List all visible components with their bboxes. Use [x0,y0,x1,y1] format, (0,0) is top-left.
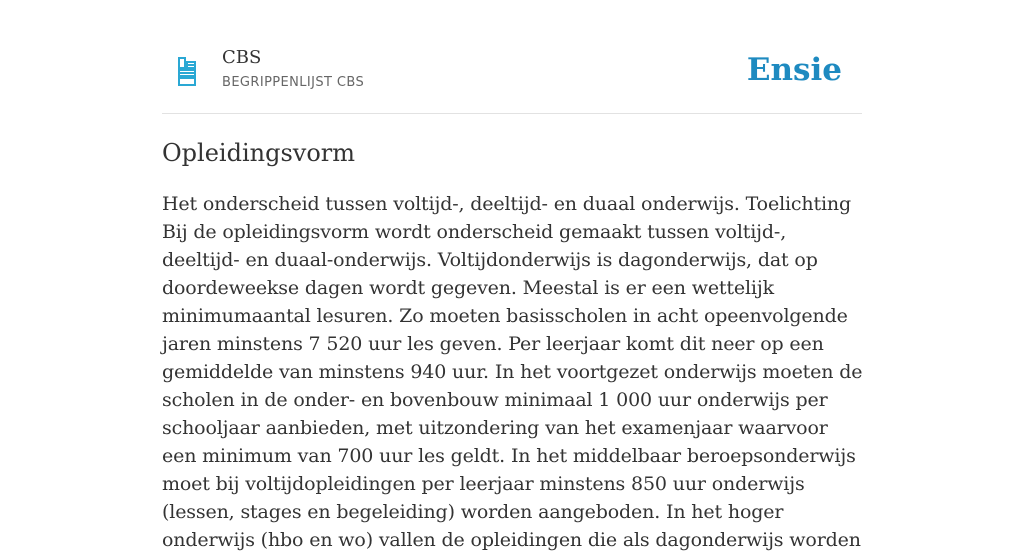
definition-card [162,0,863,551]
term-title: Opleidingsvorm [162,139,356,167]
cbs-logo-icon [176,56,198,88]
org-name[interactable]: CBS [222,47,262,68]
term-definition: Het onderscheid tussen voltijd-, deeltijd- en duaal onderwijs. Toelichting Bij de opleidingsvorm wordt onderscheid gemaakt tussen voltijd-, deeltijd- en duaal-onderwijs. Voltijdonderwijs is dagonderwijs, dat op doordeweekse dagen wordt gegeven. Meestal is er een wettelijk minimumaantal lesuren. Zo moeten basisscholen in acht opeenvolgende jaren minstens 7 520 uur les geven. Per leerjaar komt dit neer op een gemiddelde van minstens 940 uur. In het voortgezet onderwijs moeten de scholen in de onder- en bovenbouw minimaal 1 000 uur onderwijs per schooljaar aanbieden, met uitzondering van het examenjaar waarvoor een minimum van 700 uur les geldt. In het middelbaar beroepsonderwijs moet bij voltijdopleidingen per leerjaar minstens 850 uur onderwijs (lessen, stages en begeleiding) worden aangeboden. In het hoger onderwijs (hbo en wo) vallen de opleidingen die als dagonderwijs worden [162,193,863,551]
glossary-subtitle[interactable]: BEGRIPPENLIJST CBS [222,75,365,90]
ensie-brand-logo[interactable]: Ensie [746,52,842,88]
card-header [162,0,862,114]
